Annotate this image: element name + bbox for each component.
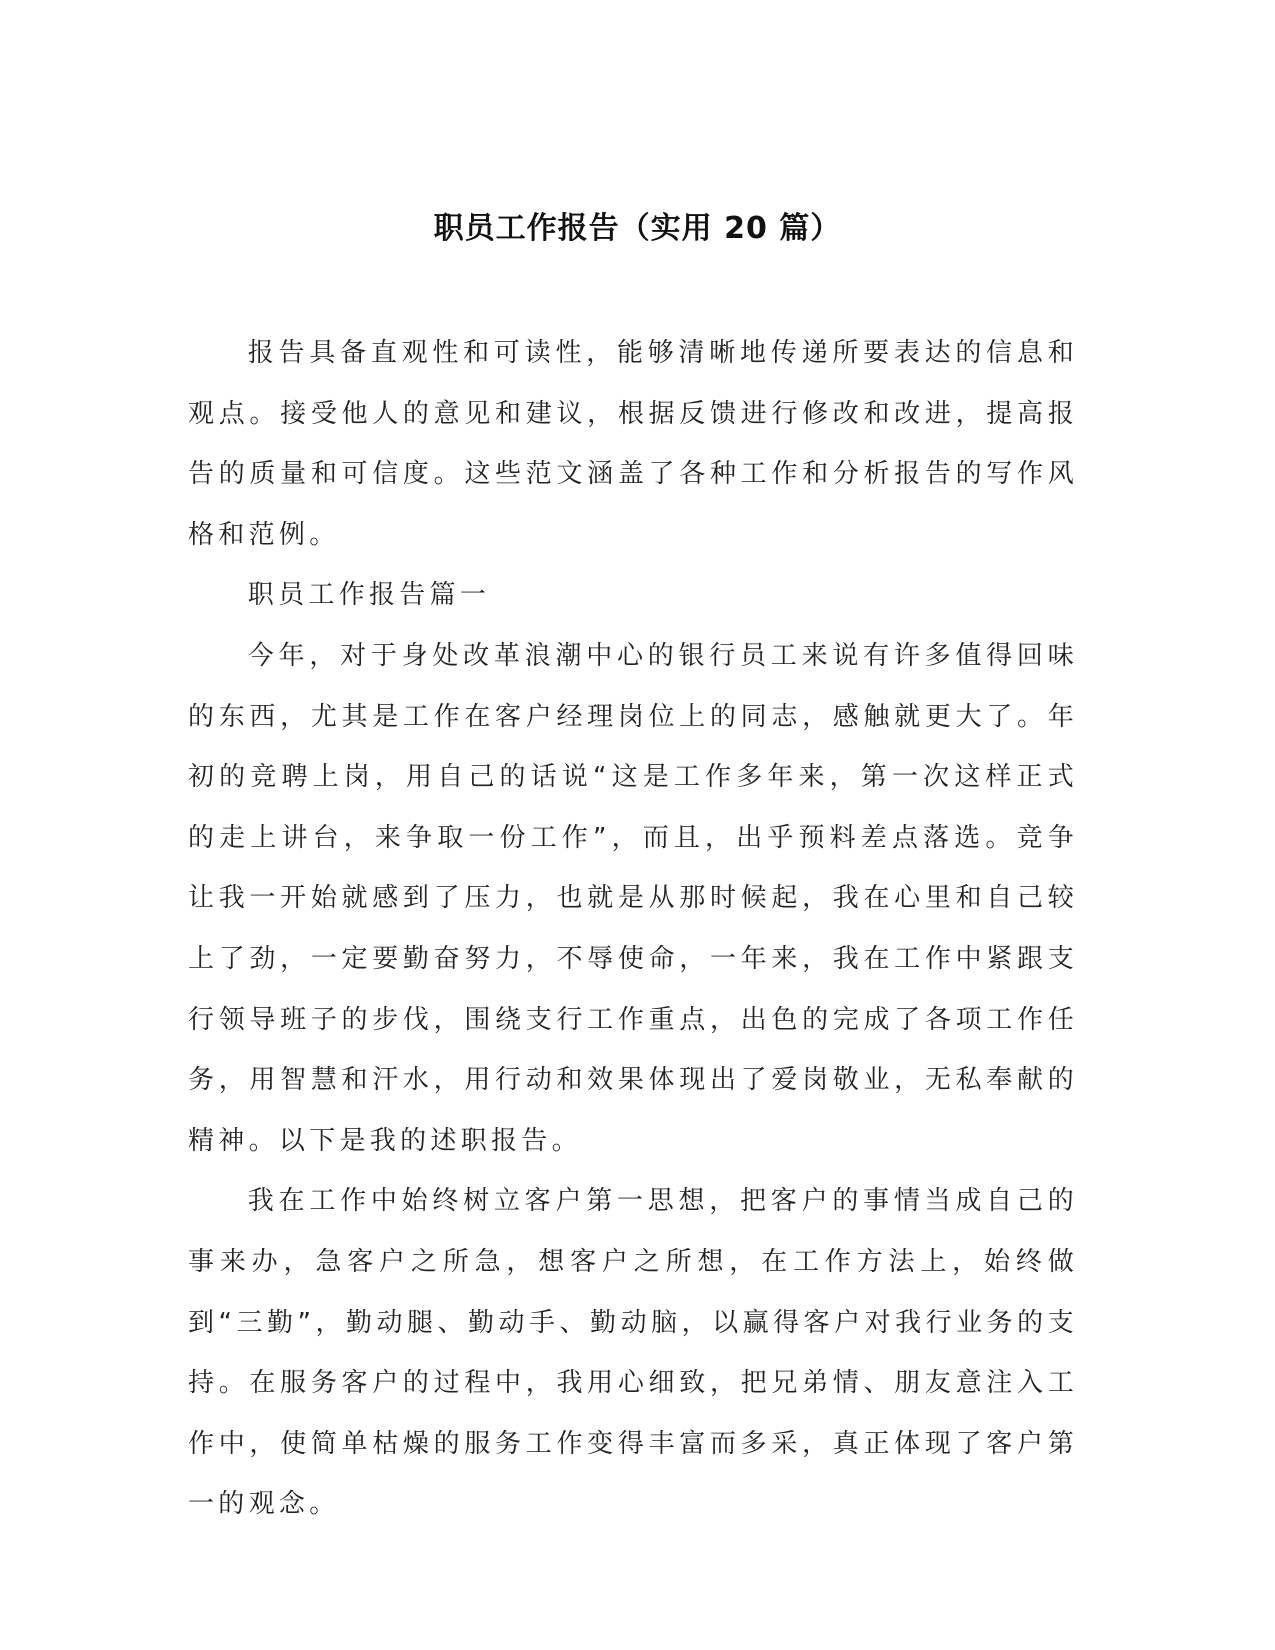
paragraph-2: 我在工作中始终树立客户第一思想，把客户的事情当成自己的事来办，急客户之所急，想客户之所想，在工作方法上，始终做到“三勤”，勤动腿、勤动手、勤动脑，以赢得客户对我行业务的支持。在服务客户的过程中，我用心细致，把兄弟情、朋友意注入工作中，使简单枯燥的服务工作变得丰富而多采，真正体现了客户第一的观念。	[188, 1186, 1078, 1520]
paragraph-intro: 报告具备直观性和可读性，能够清晰地传递所要表达的信息和观点。接受他人的意见和建议，根据反馈进行修改和改进，提高报告的质量和可信度。这些范文涵盖了各种工作和分析报告的写作风格和范例。	[188, 338, 1078, 550]
document-title: 职员工作报告（实用 20 篇）	[433, 211, 842, 246]
section-heading: 职员工作报告篇一	[247, 580, 491, 611]
paragraph-1: 今年，对于身处改革浪潮中心的银行员工来说有许多值得回味的东西，尤其是工作在客户经理岗位上的同志，感触就更大了。年初的竞聘上岗，用自己的话说“这是工作多年来，第一次这样正式的走上讲台，来争取一份工作”，而且，出乎预料差点落选。竞争让我一开始就感到了压力，也就是从那时候起，我在心里和自己较上了劲，一定要勤奋努力，不辱使命，一年来，我在工作中紧跟支行领导班子的步伐，围绕支行工作重点，出色的完成了各项工作任务，用智慧和汗水，用行动和效果体现出了爱岗敬业，无私奉献的精神。以下是我的述职报告。	[188, 640, 1078, 1156]
document-body	[188, 323, 1078, 1535]
